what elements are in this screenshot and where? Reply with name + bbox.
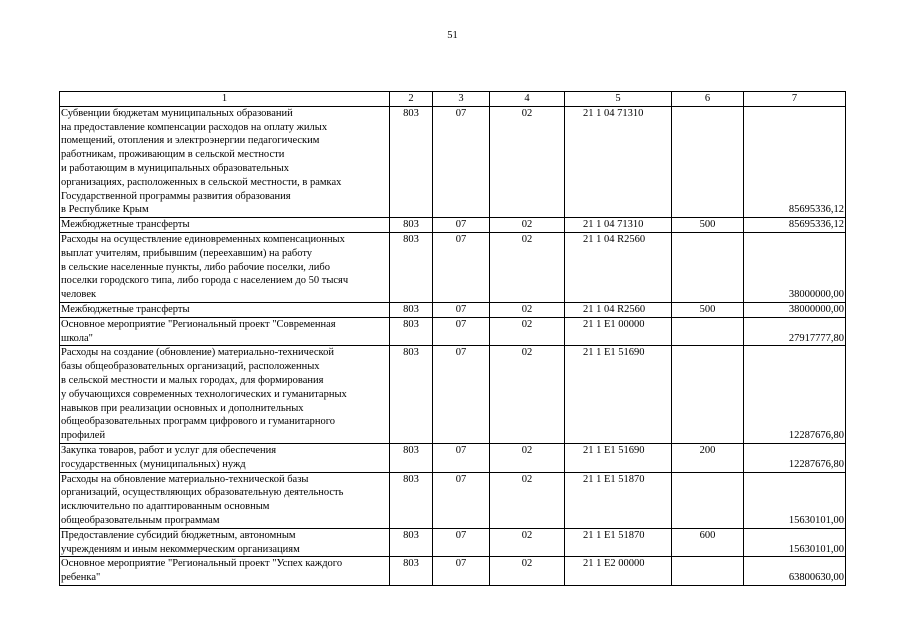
page-number: 51 — [447, 30, 458, 41]
target-article-cell: 21 1 E1 51870 — [565, 472, 672, 528]
expense-name-cell: Расходы на обновление материально-технической базы организаций, осуществляющих образовательную деятельность исключительно по адаптированным основным общеобразовательным программам — [60, 472, 390, 528]
expense-type-cell: 500 — [672, 302, 744, 317]
amount-cell: 63800630,00 — [744, 557, 846, 586]
section-cell: 07 — [433, 302, 490, 317]
table-row — [60, 302, 846, 317]
expense-name-cell: Основное мероприятие "Региональный проект "Современная школа" — [60, 317, 390, 346]
expense-type-cell — [672, 106, 744, 217]
expense-name-cell: Основное мероприятие "Региональный проект "Успех каждого ребенка" — [60, 557, 390, 586]
table-row — [60, 106, 846, 217]
expense-type-cell: 600 — [672, 528, 744, 557]
budget-table — [59, 91, 846, 586]
target-article-cell: 21 1 04 R2560 — [565, 232, 672, 302]
amount-cell: 38000000,00 — [744, 302, 846, 317]
amount-cell: 15630101,00 — [744, 528, 846, 557]
expense-name-cell: Расходы на осуществление единовременных компенсационных выплат учителям, прибывшим (переехавшим) на работу в сельские населенные пункты, либо рабочие поселки, либо поселки городского типа, либо города с населением до 50 тысяч человек — [60, 232, 390, 302]
target-article-cell: 21 1 E1 51690 — [565, 346, 672, 444]
table-row — [60, 218, 846, 233]
ministry-code-cell: 803 — [390, 557, 433, 586]
section-cell: 07 — [433, 557, 490, 586]
expense-type-cell — [672, 346, 744, 444]
table-row — [60, 443, 846, 472]
subsection-cell: 02 — [490, 472, 565, 528]
amount-cell: 27917777,80 — [744, 317, 846, 346]
table-header-row — [60, 92, 846, 107]
expense-name-cell: Расходы на создание (обновление) материально-технической базы общеобразовательных организаций, расположенных в сельской местности и малых городах, для формирования у обучающихся современных технологических и гуманитарных навыков при реализации основных и дополнительных общеобразовательных программ цифрового и гуманитарного профилей — [60, 346, 390, 444]
expense-name-cell: Субвенции бюджетам муниципальных образований на предоставление компенсации расходов на оплату жилых помещений, отопления и электроэнергии педагогическим работникам, проживающим в сельской местности и работающим в муниципальных образовательных организациях, расположенных в сельской местности, в рамках Государственной программы развития образования в Республике Крым — [60, 106, 390, 217]
column-header: 4 — [490, 92, 565, 107]
amount-cell: 85695336,12 — [744, 106, 846, 217]
table-row — [60, 528, 846, 557]
section-cell: 07 — [433, 346, 490, 444]
subsection-cell: 02 — [490, 232, 565, 302]
table-row — [60, 317, 846, 346]
ministry-code-cell: 803 — [390, 232, 433, 302]
amount-cell: 12287676,80 — [744, 443, 846, 472]
target-article-cell: 21 1 E1 51690 — [565, 443, 672, 472]
expense-name-cell: Закупка товаров, работ и услуг для обеспечения государственных (муниципальных) нужд — [60, 443, 390, 472]
ministry-code-cell: 803 — [390, 218, 433, 233]
section-cell: 07 — [433, 106, 490, 217]
column-header: 5 — [565, 92, 672, 107]
table-row — [60, 557, 846, 586]
section-cell: 07 — [433, 528, 490, 557]
ministry-code-cell: 803 — [390, 528, 433, 557]
table-row — [60, 472, 846, 528]
target-article-cell: 21 1 04 R2560 — [565, 302, 672, 317]
subsection-cell: 02 — [490, 218, 565, 233]
target-article-cell: 21 1 04 71310 — [565, 218, 672, 233]
column-header: 3 — [433, 92, 490, 107]
section-cell: 07 — [433, 443, 490, 472]
column-header: 6 — [672, 92, 744, 107]
section-cell: 07 — [433, 218, 490, 233]
column-header: 7 — [744, 92, 846, 107]
subsection-cell: 02 — [490, 557, 565, 586]
expense-type-cell: 500 — [672, 218, 744, 233]
ministry-code-cell: 803 — [390, 346, 433, 444]
expense-type-cell — [672, 232, 744, 302]
ministry-code-cell: 803 — [390, 302, 433, 317]
target-article-cell: 21 1 E2 00000 — [565, 557, 672, 586]
amount-cell: 15630101,00 — [744, 472, 846, 528]
expense-name-cell: Межбюджетные трансферты — [60, 218, 390, 233]
target-article-cell: 21 1 E1 51870 — [565, 528, 672, 557]
table-row — [60, 232, 846, 302]
section-cell: 07 — [433, 317, 490, 346]
expense-name-cell: Предоставление субсидий бюджетным, автономным учреждениям и иным некоммерческим организациям — [60, 528, 390, 557]
column-header: 1 — [60, 92, 390, 107]
amount-cell: 85695336,12 — [744, 218, 846, 233]
subsection-cell: 02 — [490, 528, 565, 557]
ministry-code-cell: 803 — [390, 106, 433, 217]
target-article-cell: 21 1 04 71310 — [565, 106, 672, 217]
section-cell: 07 — [433, 472, 490, 528]
target-article-cell: 21 1 E1 00000 — [565, 317, 672, 346]
subsection-cell: 02 — [490, 106, 565, 217]
table-row — [60, 346, 846, 444]
ministry-code-cell: 803 — [390, 317, 433, 346]
subsection-cell: 02 — [490, 443, 565, 472]
section-cell: 07 — [433, 232, 490, 302]
amount-cell: 38000000,00 — [744, 232, 846, 302]
column-header: 2 — [390, 92, 433, 107]
expense-type-cell — [672, 317, 744, 346]
expense-type-cell: 200 — [672, 443, 744, 472]
subsection-cell: 02 — [490, 302, 565, 317]
expense-type-cell — [672, 472, 744, 528]
subsection-cell: 02 — [490, 317, 565, 346]
subsection-cell: 02 — [490, 346, 565, 444]
amount-cell: 12287676,80 — [744, 346, 846, 444]
ministry-code-cell: 803 — [390, 472, 433, 528]
ministry-code-cell: 803 — [390, 443, 433, 472]
expense-type-cell — [672, 557, 744, 586]
expense-name-cell: Межбюджетные трансферты — [60, 302, 390, 317]
